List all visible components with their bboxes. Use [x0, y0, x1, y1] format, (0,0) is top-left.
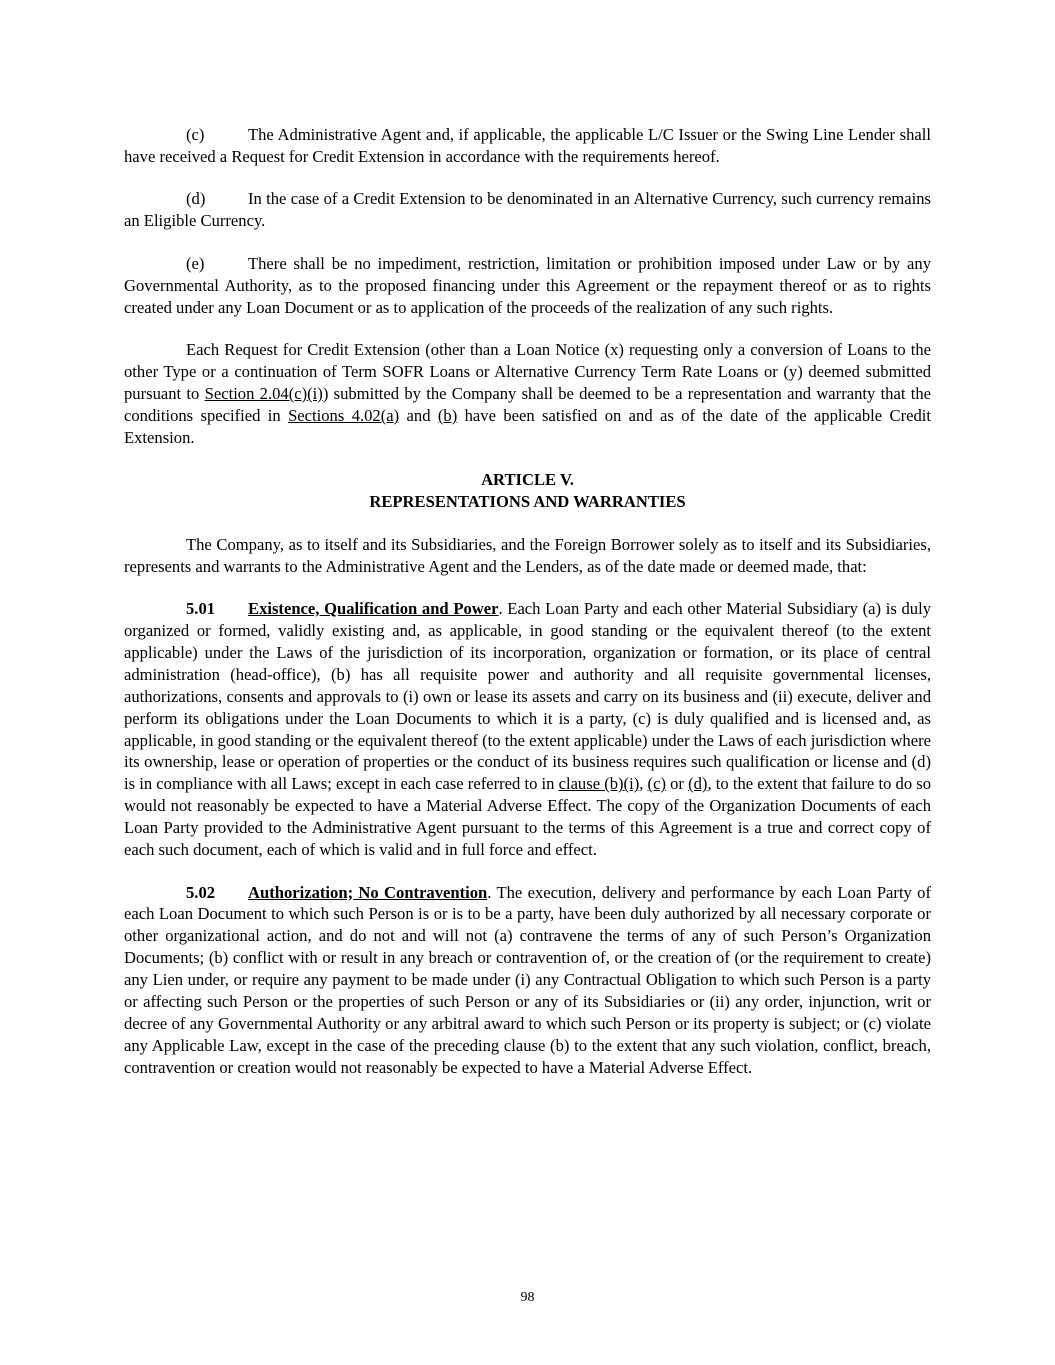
- intro-paragraph: The Company, as to itself and its Subsidiaries, and the Foreign Borrower solely as to itself and its Subsidiaries, represents and warrants to the Administrative Agent and the Lenders, as of the date made or deemed made, that:: [124, 534, 931, 576]
- section-5-02: 5.02 Authorization; No Contravention. The execution, delivery and performance by each Loan Party of each Loan Document to which such Person is or is to be a party, have been duly authorized by all necessary corporate or other organizational action, and do not and will not (a) contravene the terms of any of such Person’s Organization Documents; (b) conflict with or result in any breach or contravention of, or the creation of (or the requirement to create) any Lien under, or require any payment to be made under (i) any Contractual Obligation to which such Person is a party or affecting such Person or the properties of such Person or any of its Subsidiaries or (ii) any order, injunction, writ or decree of any Governmental Authority or any arbitral award to which such Person or its property is subject; or (c) violate any Applicable Law, except in the case of the preceding clause (b) to the extent that any such violation, conflict, breach, contravention or creation would not reasonably be expected to have a Material Adverse Effect.: [124, 882, 932, 1077]
- clause-e: [124, 253, 931, 319]
- clause-d: [124, 188, 931, 232]
- section-4-02b-ref: (b): [437, 405, 458, 425]
- section-5-01-number: 5.01: [186, 599, 216, 619]
- section-2-04-ref: Section 2.04(c)(i): [204, 383, 323, 403]
- section-4-02a-ref: Sections 4.02(a): [288, 405, 400, 425]
- clause-c: [124, 124, 931, 168]
- article-number: ARTICLE V.: [481, 470, 574, 490]
- section-5-02-title: Authorization; No Contravention: [248, 882, 488, 902]
- clause-c-ref: (c): [647, 774, 666, 794]
- section-5-02-number: 5.02: [186, 882, 216, 902]
- section-5-01: 5.01 Existence, Qualification and Power. Each Loan Party and each other Material Subsidiary (a) is duly organized or formed, validly existing and, as applicable, in good standing or the equivalent thereof (to the extent applicable) under the Laws of the jurisdiction of its incorporation, organization or formation, or its place of central administration (head-office), (b) has all requisite power and authority and all requisite governmental licenses, authorizations, consents and approvals to (i) own or lease its assets and carry on its business and (ii) execute, deliver and perform its obligations under the Loan Documents to which it is a party, (c) is duly qualified and is licensed and, as applicable, in good standing or the equivalent thereof (to the extent applicable) under the Laws of each jurisdiction where its ownership, lease or operation of properties or the conduct of its business requires such qualification or license and (d) is in compliance with all Laws; except in each case referred to in clause (b)(i), (c) or (d), to the extent that failure to do so would not reasonably be expected to have a Material Adverse Effect. The copy of the Organization Documents of each Loan Party provided to the Administrative Agent pursuant to the terms of this Agreement is a true and correct copy of each such document, each of which is valid and in full force and effect.: [124, 599, 932, 860]
- clause-d-ref: (d): [688, 774, 708, 794]
- clause-b-i-ref: clause (b)(i): [558, 774, 640, 794]
- clause-e-text: There shall be no impediment, restriction, limitation or prohibition imposed under Law or by any Governmental Authority, as to the proposed financing under this Agreement or the repayment thereof or as to rights created under any Loan Document or as to application of the proceeds of the realization of any such rights.: [124, 253, 931, 317]
- request-paragraph: Each Request for Credit Extension (other than a Loan Notice (x) requesting only a conversion of Loans to the other Type or a continuation of Term SOFR Loans or Alternative Currency Term Rate Loans or (y) deemed submitted pursuant to Section 2.04(c)(i)) submitted by the Company shall be deemed to be a representation and warranty that the conditions specified in Sections 4.02(a) and (b) have been satisfied on and as of the date of the applicable Credit Extension.: [124, 340, 932, 447]
- clause-e-label: (e): [186, 253, 205, 273]
- clause-c-label: (c): [186, 125, 205, 144]
- clause-c-text: The Administrative Agent and, if applicable, the applicable L/C Issuer or the Swing Line Lender shall have received a Request for Credit Extension in accordance with the requirements hereof.: [124, 125, 931, 166]
- page-content: [124, 124, 931, 1099]
- article-title: REPRESENTATIONS AND WARRANTIES: [369, 492, 686, 512]
- clause-d-label: (d): [186, 189, 206, 209]
- clause-d-text: In the case of a Credit Extension to be denominated in an Alternative Currency, such currency remains an Eligible Currency.: [124, 189, 931, 231]
- section-5-01-title: Existence, Qualification and Power: [248, 599, 499, 619]
- page-number: 98: [520, 1290, 535, 1305]
- article-heading: [124, 469, 931, 513]
